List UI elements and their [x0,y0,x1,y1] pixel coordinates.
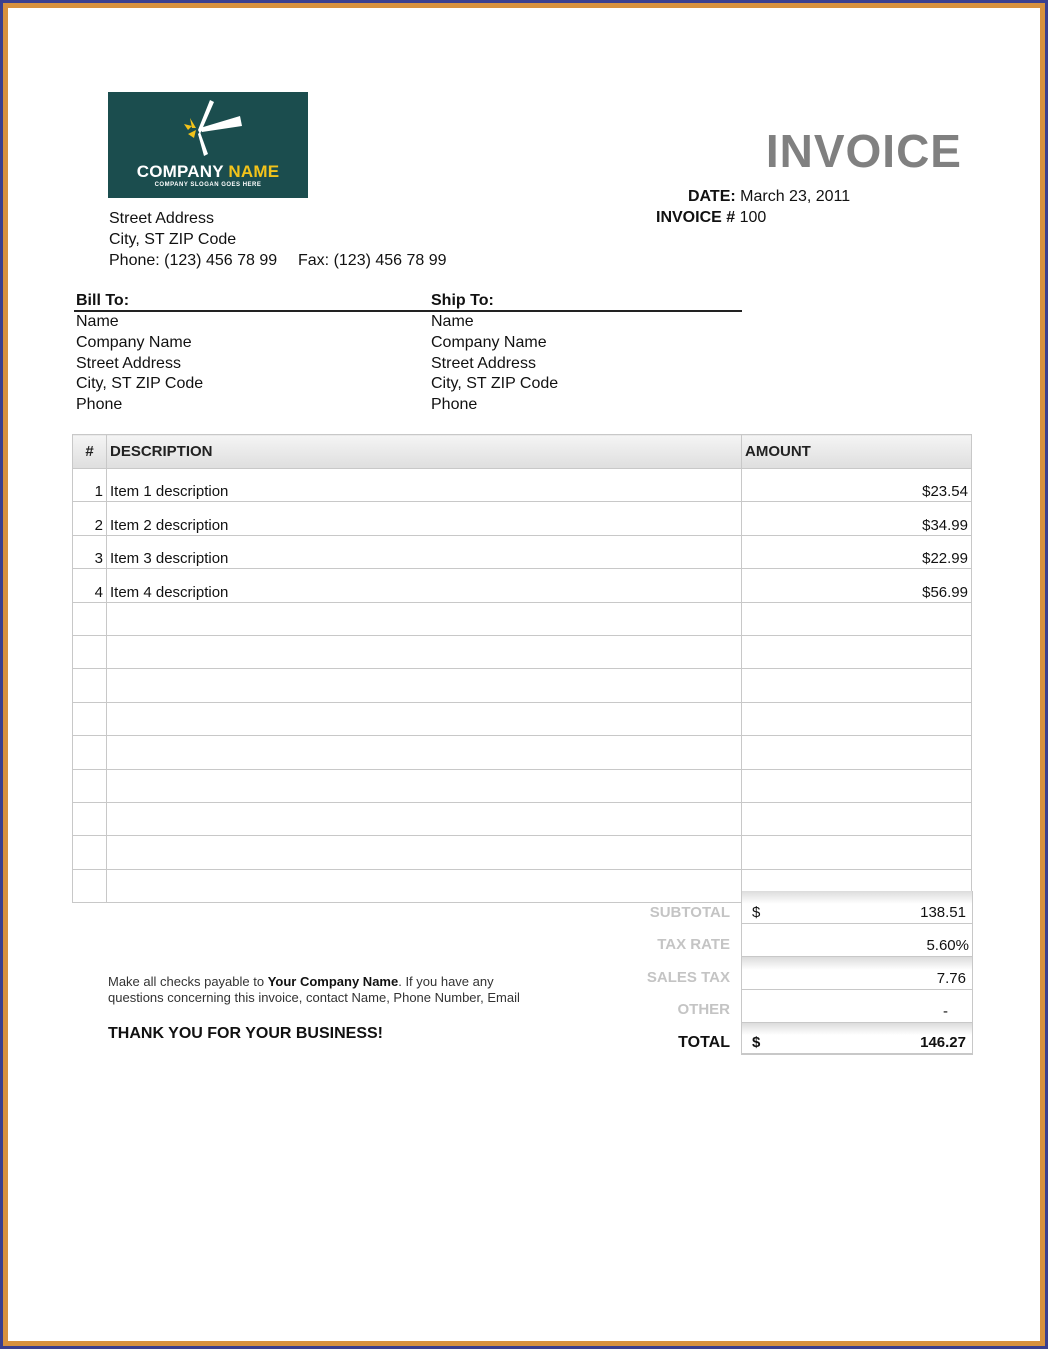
total-cell [741,1023,973,1055]
ship-to-line: Phone [431,396,478,414]
row-amount [742,635,972,668]
company-city: City, ST ZIP Code [109,231,237,248]
table-header-row [73,435,972,469]
invoice-number-label: INVOICE # [656,209,736,226]
row-amount [742,736,972,769]
subtotal-cell [741,891,973,924]
ship-to-label: Ship To: [431,292,494,309]
row-number [73,602,107,635]
ship-to-line: Company Name [431,333,547,351]
table-row [73,836,972,869]
row-number [73,736,107,769]
subtotal-currency: $ [752,904,761,921]
table-row [73,669,972,702]
table-row [73,736,972,769]
row-number: 3 [73,535,107,568]
thank-you-message: THANK YOU FOR YOUR BUSINESS! [108,1025,383,1042]
row-number [73,635,107,668]
row-description [107,869,742,902]
sales-tax-label: SALES TAX [646,969,730,986]
table-row [73,535,972,568]
row-amount [742,769,972,802]
row-number [73,702,107,735]
row-description: Item 1 description [107,469,742,502]
bill-to-line: Street Address [76,354,181,372]
table-row [73,502,972,535]
bill-to-address [76,312,203,416]
ship-to-line: City, ST ZIP Code [431,375,559,393]
row-amount: $23.54 [742,469,972,502]
row-amount: $34.99 [742,502,972,535]
sales-tax-value: 7.76 [936,970,966,987]
row-description: Item 3 description [107,535,742,568]
logo-bird-icon [168,98,248,160]
table-row [73,602,972,635]
bill-to-line: City, ST ZIP Code [76,375,204,393]
col-header-description: DESCRIPTION [107,435,742,469]
date-value: March 23, 2011 [740,188,851,205]
row-number: 2 [73,502,107,535]
row-amount [742,836,972,869]
row-description: Item 4 description [107,569,742,602]
total-label: TOTAL [678,1034,730,1051]
company-phone: Phone: (123) 456 78 99 [109,252,278,269]
invoice-number-row [656,209,766,227]
row-description: Item 2 description [107,502,742,535]
invoice-date-row [688,188,850,206]
row-amount: $22.99 [742,535,972,568]
bill-to-line: Phone [76,396,123,414]
row-amount [742,802,972,835]
payee-company: Your Company Name [267,974,399,989]
bill-to-line: Company Name [76,333,192,351]
company-fax: Fax: (123) 456 78 99 [298,252,447,269]
table-row [73,569,972,602]
row-number [73,769,107,802]
total-value: 146.27 [920,1034,966,1051]
row-amount [742,669,972,702]
row-amount [742,702,972,735]
sales-tax-cell [741,957,973,990]
row-number [73,869,107,902]
other-label: OTHER [677,1001,730,1018]
row-description [107,702,742,735]
total-currency: $ [752,1034,761,1051]
row-description [107,669,742,702]
row-description [107,802,742,835]
other-cell [741,990,973,1023]
row-description [107,836,742,869]
ship-to-address [431,312,558,416]
row-description [107,736,742,769]
subtotal-label: SUBTOTAL [649,904,730,921]
table-row [73,635,972,668]
logo-company-name: COMPANY NAME [136,162,280,181]
ship-to-line: Name [431,313,474,330]
logo-slogan: COMPANY SLOGAN GOES HERE [154,182,262,188]
row-description [107,602,742,635]
table-row [73,769,972,802]
table-row [73,802,972,835]
tax-rate-cell [741,924,973,957]
date-label: DATE: [688,188,736,205]
ship-to-line: Street Address [431,354,536,372]
tax-rate-label: TAX RATE [657,936,730,953]
bill-to-label: Bill To: [76,292,130,309]
row-description [107,769,742,802]
company-logo [108,92,308,198]
invoice-number-value: 100 [739,209,767,226]
col-header-amount: AMOUNT [742,435,972,469]
subtotal-value: 138.51 [920,904,966,921]
payment-note: Make all checks payable to Your Company Name. If you have any questions concerning this invoice, contact Name, Phone Number, Email [108,974,520,1005]
table-row [73,702,972,735]
invoice-title: INVOICE [765,125,962,177]
row-amount [742,602,972,635]
row-amount: $56.99 [742,569,972,602]
row-description [107,635,742,668]
row-number: 4 [73,569,107,602]
row-number: 1 [73,469,107,502]
line-items-table [72,434,972,903]
table-row [73,469,972,502]
col-header-number: # [73,435,107,469]
row-number [73,802,107,835]
row-number [73,836,107,869]
bill-to-line: Name [76,313,119,330]
other-value: - [943,1003,948,1020]
company-street: Street Address [109,210,214,227]
row-number [73,669,107,702]
tax-rate-value: 5.60% [926,937,969,954]
